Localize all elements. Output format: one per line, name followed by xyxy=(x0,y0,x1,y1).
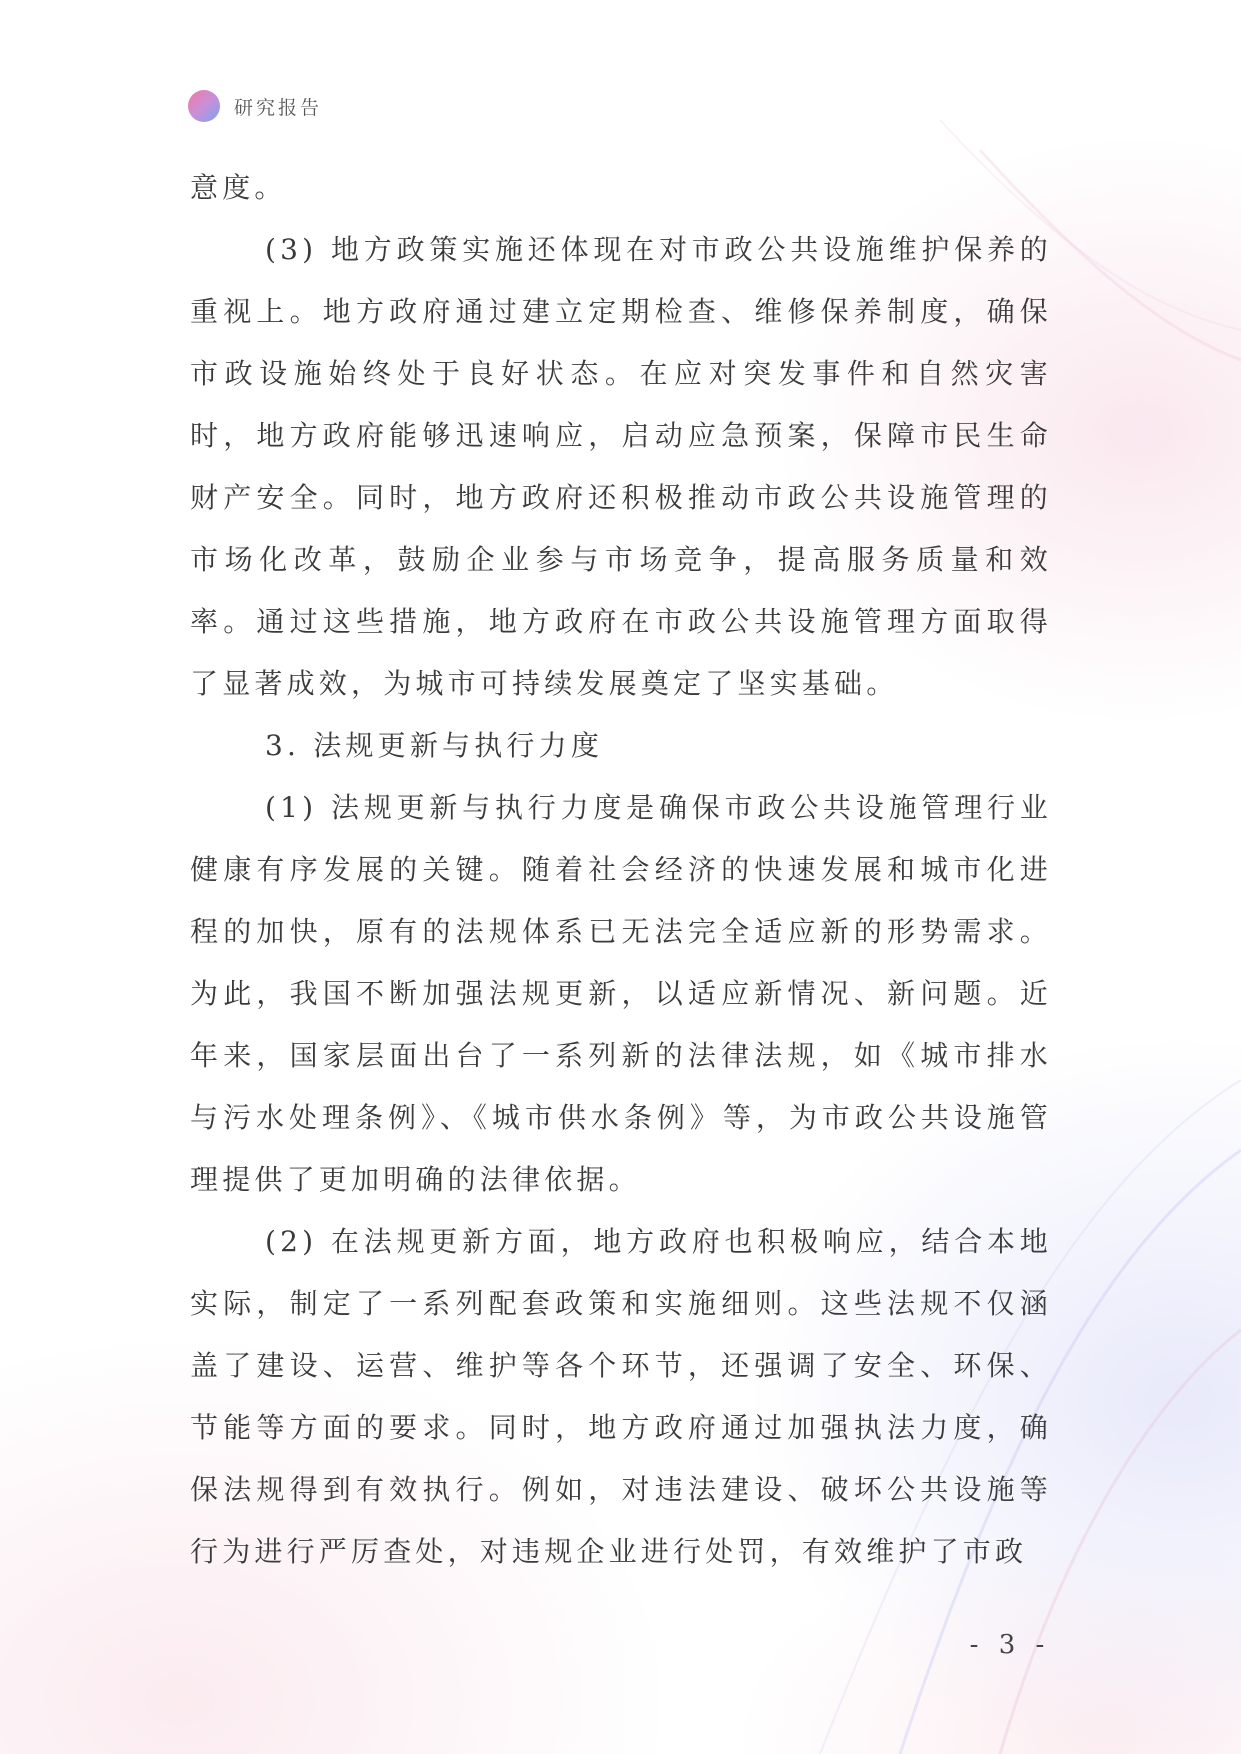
paragraph-item-3: (3) 地方政策实施还体现在对市政公共设施维护保养的重视上。地方政府通过建立定期检查、维修保养制度，确保市政设施始终处于良好状态。在应对突发事件和自然灾害时，地方政府能够迅速响应，启动应急预案，保障市民生命财产安全。同时，地方政府还积极推动市政公共设施管理的市场化改革，鼓励企业参与市场竞争，提高服务质量和效率。通过这些措施，地方政府在市政公共设施管理方面取得了显著成效，为城市可持续发展奠定了坚实基础。 xyxy=(190,233,1052,700)
section-heading: 3. 法规更新与执行力度 xyxy=(265,729,604,762)
header xyxy=(188,89,322,123)
page-number: - 3 - xyxy=(969,1630,1051,1660)
paragraph-item-2: (2) 在法规更新方面，地方政府也积极响应，结合本地实际，制定了一系列配套政策和实施细则。这些法规不仅涵盖了建设、运营、维护等各个环节，还强调了安全、环保、节能等方面的要求。同时，地方政府通过加强执法力度，确保法规得到有效执行。例如，对违法建设、破坏公共设施等行为进行严厉查处，对违规企业进行处罚，有效维护了市政 xyxy=(190,1225,1052,1568)
header-title: 研究报告 xyxy=(234,96,323,119)
paragraph-continuation: 意度。 xyxy=(190,171,287,204)
document-body xyxy=(190,157,1052,1583)
paragraph-item-1: (1) 法规更新与执行力度是确保市政公共设施管理行业健康有序发展的关键。随着社会经济的快速发展和城市化进程的加快，原有的法规体系已无法完全适应新的形势需求。为此，我国不断加强法规更新，以适应新情况、新问题。近年来，国家层面出台了一系列新的法律法规，如《城市排水与污水处理条例》、《城市供水条例》等，为市政公共设施管理提供了更加明确的法律依据。 xyxy=(190,791,1052,1196)
circle-gradient-logo-icon xyxy=(188,90,220,122)
